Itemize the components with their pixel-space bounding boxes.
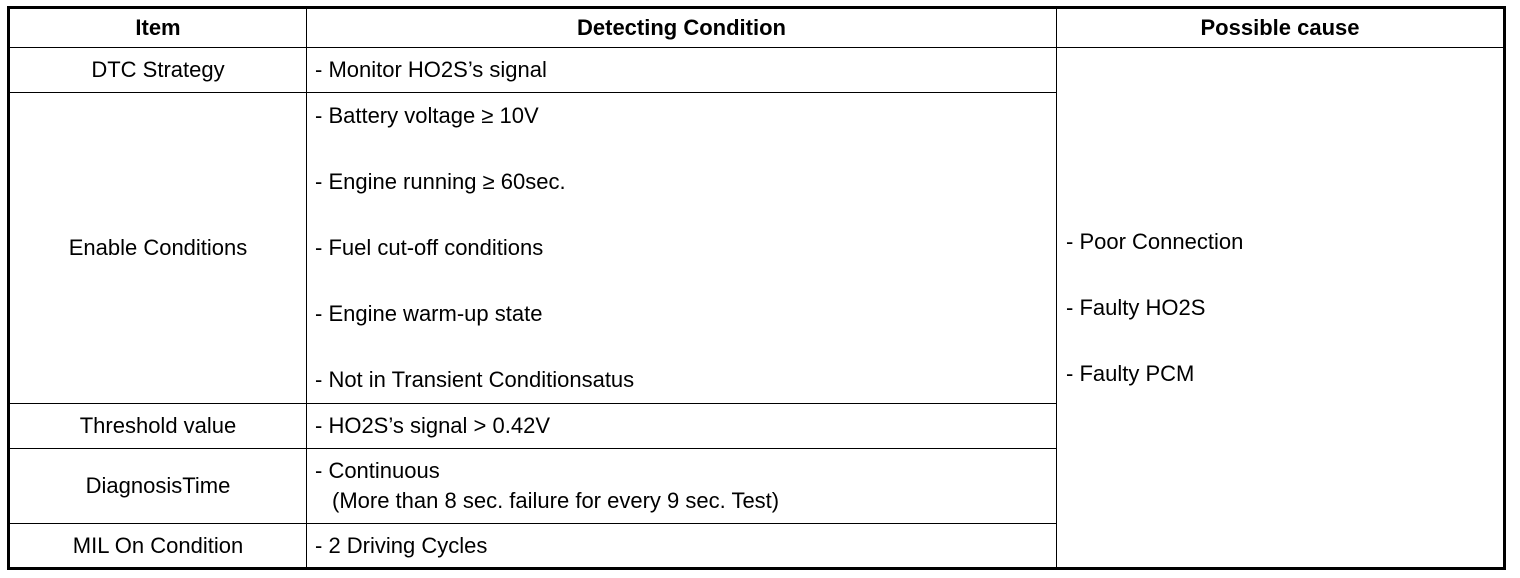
table-row	[9, 48, 1505, 93]
row-condition-enable-conditions	[307, 93, 1057, 404]
condition-line: (More than 8 sec. failure for every 9 sec. Test)	[332, 488, 780, 513]
condition-line: - Battery voltage ≥ 10V	[315, 103, 539, 128]
header-item: Item	[9, 8, 307, 48]
header-row	[9, 8, 1505, 48]
header-possible-cause: Possible cause	[1057, 8, 1505, 48]
row-condition-diagnosis-time	[307, 449, 1057, 524]
row-item-enable-conditions: Enable Conditions	[9, 93, 307, 404]
row-item-diagnosis-time: DiagnosisTime	[9, 449, 307, 524]
row-item-threshold-value: Threshold value	[9, 404, 307, 449]
row-condition-mil-on-condition	[307, 524, 1057, 569]
condition-line: - Continuous	[315, 458, 440, 483]
condition-line: - Engine warm-up state	[315, 301, 543, 326]
condition-line: - HO2S’s signal > 0.42V	[315, 413, 550, 438]
dtc-table	[7, 6, 1506, 570]
header-detecting-condition: Detecting Condition	[307, 8, 1057, 48]
row-item-mil-on-condition: MIL On Condition	[9, 524, 307, 569]
condition-line: - Fuel cut-off conditions	[315, 235, 544, 260]
possible-cause-cell	[1057, 48, 1505, 569]
enable-conditions-list	[315, 101, 1056, 395]
row-item-dtc-strategy: DTC Strategy	[9, 48, 307, 93]
condition-line: - Not in Transient Conditionsatus	[315, 367, 635, 392]
cause-faulty-pcm: - Faulty PCM	[1066, 360, 1195, 386]
condition-line: - Monitor HO2S’s signal	[315, 57, 547, 82]
row-condition-dtc-strategy	[307, 48, 1057, 93]
row-condition-threshold-value	[307, 404, 1057, 449]
cause-faulty-ho2s: - Faulty HO2S	[1066, 294, 1206, 320]
condition-line: - Engine running ≥ 60sec.	[315, 169, 566, 194]
cause-poor-connection: - Poor Connection	[1066, 228, 1244, 254]
condition-line: - 2 Driving Cycles	[315, 532, 488, 558]
